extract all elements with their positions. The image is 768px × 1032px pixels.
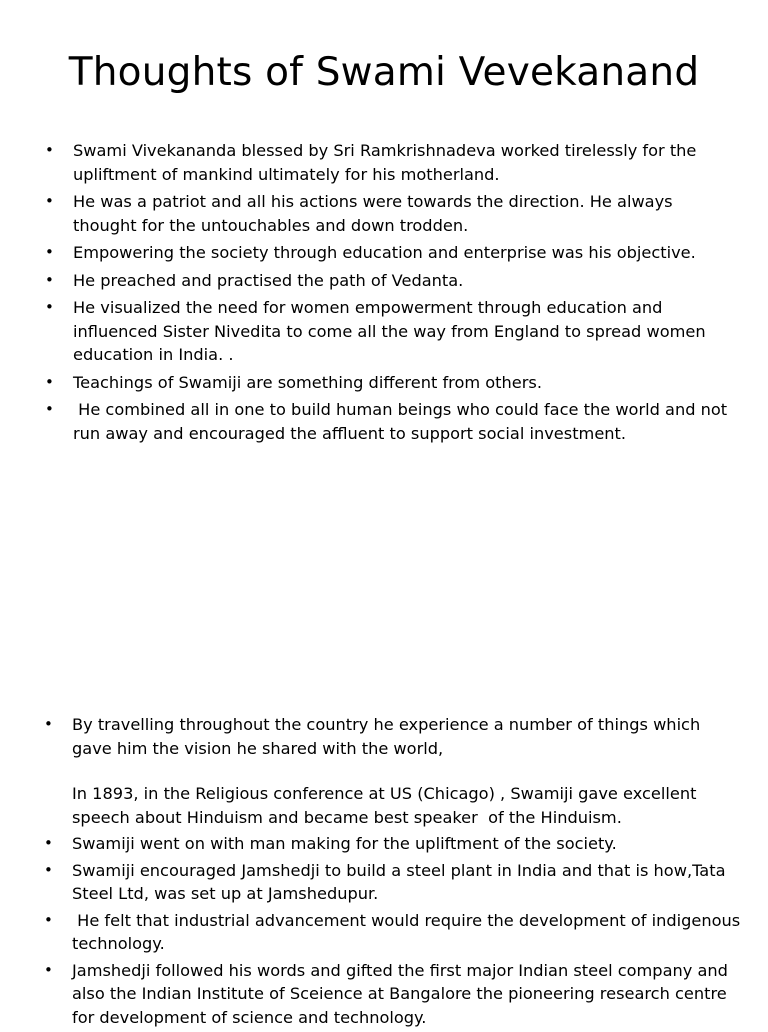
paragraph-spacer [72, 760, 744, 782]
bullet-item: • He was a patriot and all his actions were towards the direction. He always thought for the untouchables and down trodden. [73, 190, 733, 237]
bullet-item: • Jamshedji followed his words and gifted the first major Indian steel company and also the Indian Institute of Sceience at Bangalore the pioneering research centre for development of science and technology. [72, 959, 744, 1030]
bullet-item: • Swamiji encouraged Jamshedji to build a steel plant in India and that is how,Tata Steel Ltd, was set up at Jamshedupur. [72, 859, 744, 906]
bullet-item-multi-paragraph [72, 713, 744, 829]
paragraph-chicago: In 1893, in the Religious conference at US (Chicago) , Swamiji gave excellent speech about Hinduism and became best speaker of the Hinduism. [72, 784, 702, 827]
bullet-item: • Swami Vivekananda blessed by Sri Ramkrishnadeva worked tirelessly for the upliftment of mankind ultimately for his motherland. [73, 139, 733, 186]
page-title: Thoughts of Swami Vevekanand [68, 50, 700, 95]
bullet-item: • He combined all in one to build human beings who could face the world and not run away and encouraged the affluent to support social investment. [73, 398, 733, 445]
bullet-item: • Swamiji went on with man making for the upliftment of the society. [72, 832, 744, 856]
bullet-item: • He felt that industrial advancement would require the development of indigenous technology. [72, 909, 744, 956]
bullet-item: • He visualized the need for women empowerment through education and influenced Sister Nivedita to come all the way from England to spread women education in India. . [73, 296, 733, 367]
bullet-item: • Empowering the society through education and enterprise was his objective. [73, 241, 733, 265]
paragraph-travel: • By travelling throughout the country he experience a number of things which gave him the vision he shared with the world, [72, 715, 701, 758]
bullet-item: • He preached and practised the path of Vedanta. [73, 269, 733, 293]
bullet-list-contributions [72, 713, 744, 1032]
bullet-list-thoughts [73, 139, 733, 449]
bullet-item: • Teachings of Swamiji are something different from others. [73, 371, 733, 395]
